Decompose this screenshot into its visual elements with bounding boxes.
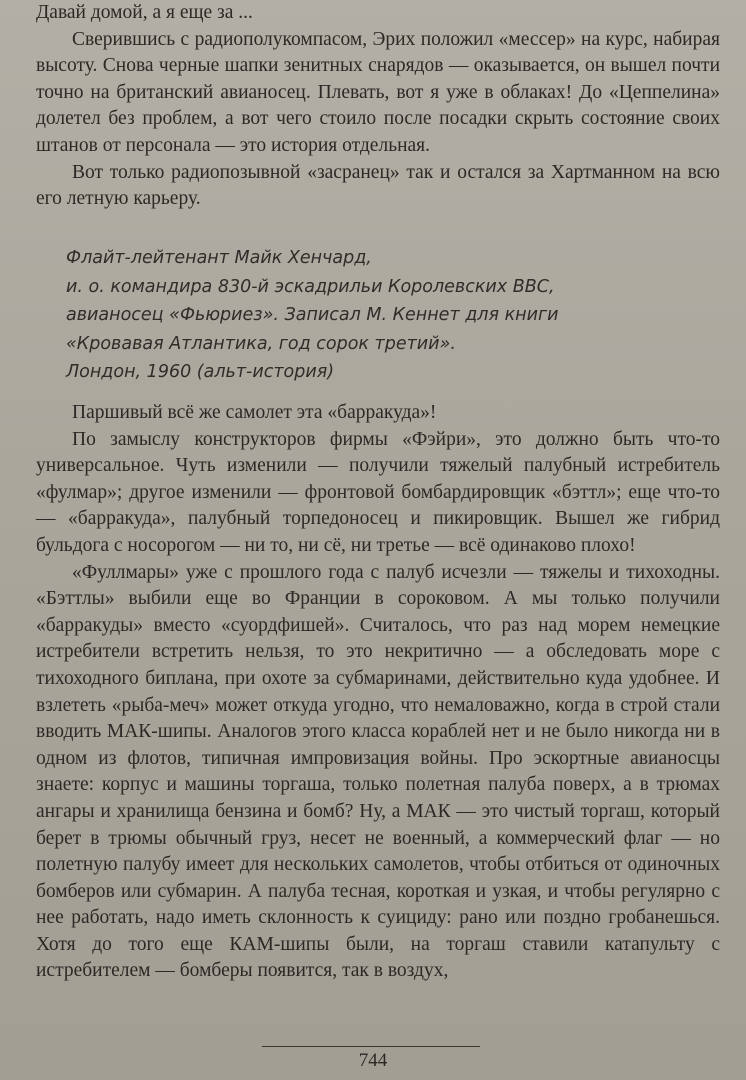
paragraph: Давай домой, а я еще за ... bbox=[36, 2, 253, 23]
epigraph-line: Флайт-лейтенант Майк Хенчард, bbox=[66, 248, 372, 268]
epigraph-line: и. о. командира 830-й эскадрильи Королевских ВВС, bbox=[66, 276, 555, 297]
paragraph: Паршивый всё же самолет эта «барракуда»! bbox=[72, 402, 437, 423]
epigraph-line: «Кровавая Атлантика, год сорок третий». bbox=[66, 333, 456, 354]
paragraph: «Фуллмары» уже с прошлого года с палуб исчезли — тяжелы и тихоходны. «Бэттлы» выбили еще во Франции в сороковом. А мы только получили «барракуды» вместо «суордфишей». Считалось, что раз над морем немецкие истребители встретить нельзя, то это некритично — а обследовать море с тихоходного биплана, при охоте за субмаринами, действительно куда удобнее. И взлететь «рыба-меч» может откуда угодно, что немаловажно, когда в строй стали вводить МАК-шипы. Аналогов этого класса кораблей нет и не было никогда ни в одном из флотов, типичная импровизация войны. Про эскортные авианосцы знаете: корпус и машины торгаша, только полетная палуба поверх, а в трюмах ангары и хранилища бензина и бомб? Ну, а МАК — это чистый торгаш, который берет в трюмы обычный груз, несет не военный, а коммерческий флаг — но полетную палубу имеет для нескольких самолетов, чтобы отбиться от одиночных бомберов или субмарин. А палуба тесная, короткая и узкая, и чтобы регулярно с нее работать, надо иметь склонность к суициду: рано или поздно гробанешься. Хотя до того еще КАМ-шипы были, на торгаш ставили катапульту с истребителем — бомберы появится, так в воздух, bbox=[36, 561, 720, 982]
chapter-body-text bbox=[36, 400, 720, 985]
epigraph-line: авианосец «Фьюриез». Записал М. Кеннет для книги bbox=[66, 305, 559, 325]
paragraph: По замыслу конструкторов фирмы «Фэйри», это должно быть что-то универсальное. Чуть изменили — получили тяжелый палубный истребитель «фулмар»; другое изменили — фронтовой бомбардировщик «бэттл»; еще что-то — «барракуда», палубный торпедоносец и пикировщик. Вышел же гибрид бульдога с носорогом — ни то, ни сё, ни третье — всё одинаково плохо! bbox=[36, 428, 720, 556]
continued-chapter-text bbox=[36, 0, 720, 213]
paragraph: Вот только радиопозывной «засранец» так и остался за Хартманном на всю его летную карьеру. bbox=[36, 161, 720, 210]
page-number: 744 bbox=[358, 1050, 388, 1071]
epigraph-line: Лондон, 1960 (альт-история) bbox=[66, 362, 335, 382]
epigraph-attribution bbox=[66, 244, 686, 387]
paragraph: Сверившись с радиополукомпасом, Эрих положил «мессер» на курс, набирая высоту. Снова черные шапки зенитных снарядов — оказывается, он вышел почти точно на британский авианосец. Плевать, вот я уже в облаках! До «Цеппелина» долетел без проблем, а вот чего стоило после посадки скрыть состояние своих штанов от персонала — это история отдельная. bbox=[36, 28, 720, 156]
footer-rule bbox=[262, 1046, 480, 1047]
